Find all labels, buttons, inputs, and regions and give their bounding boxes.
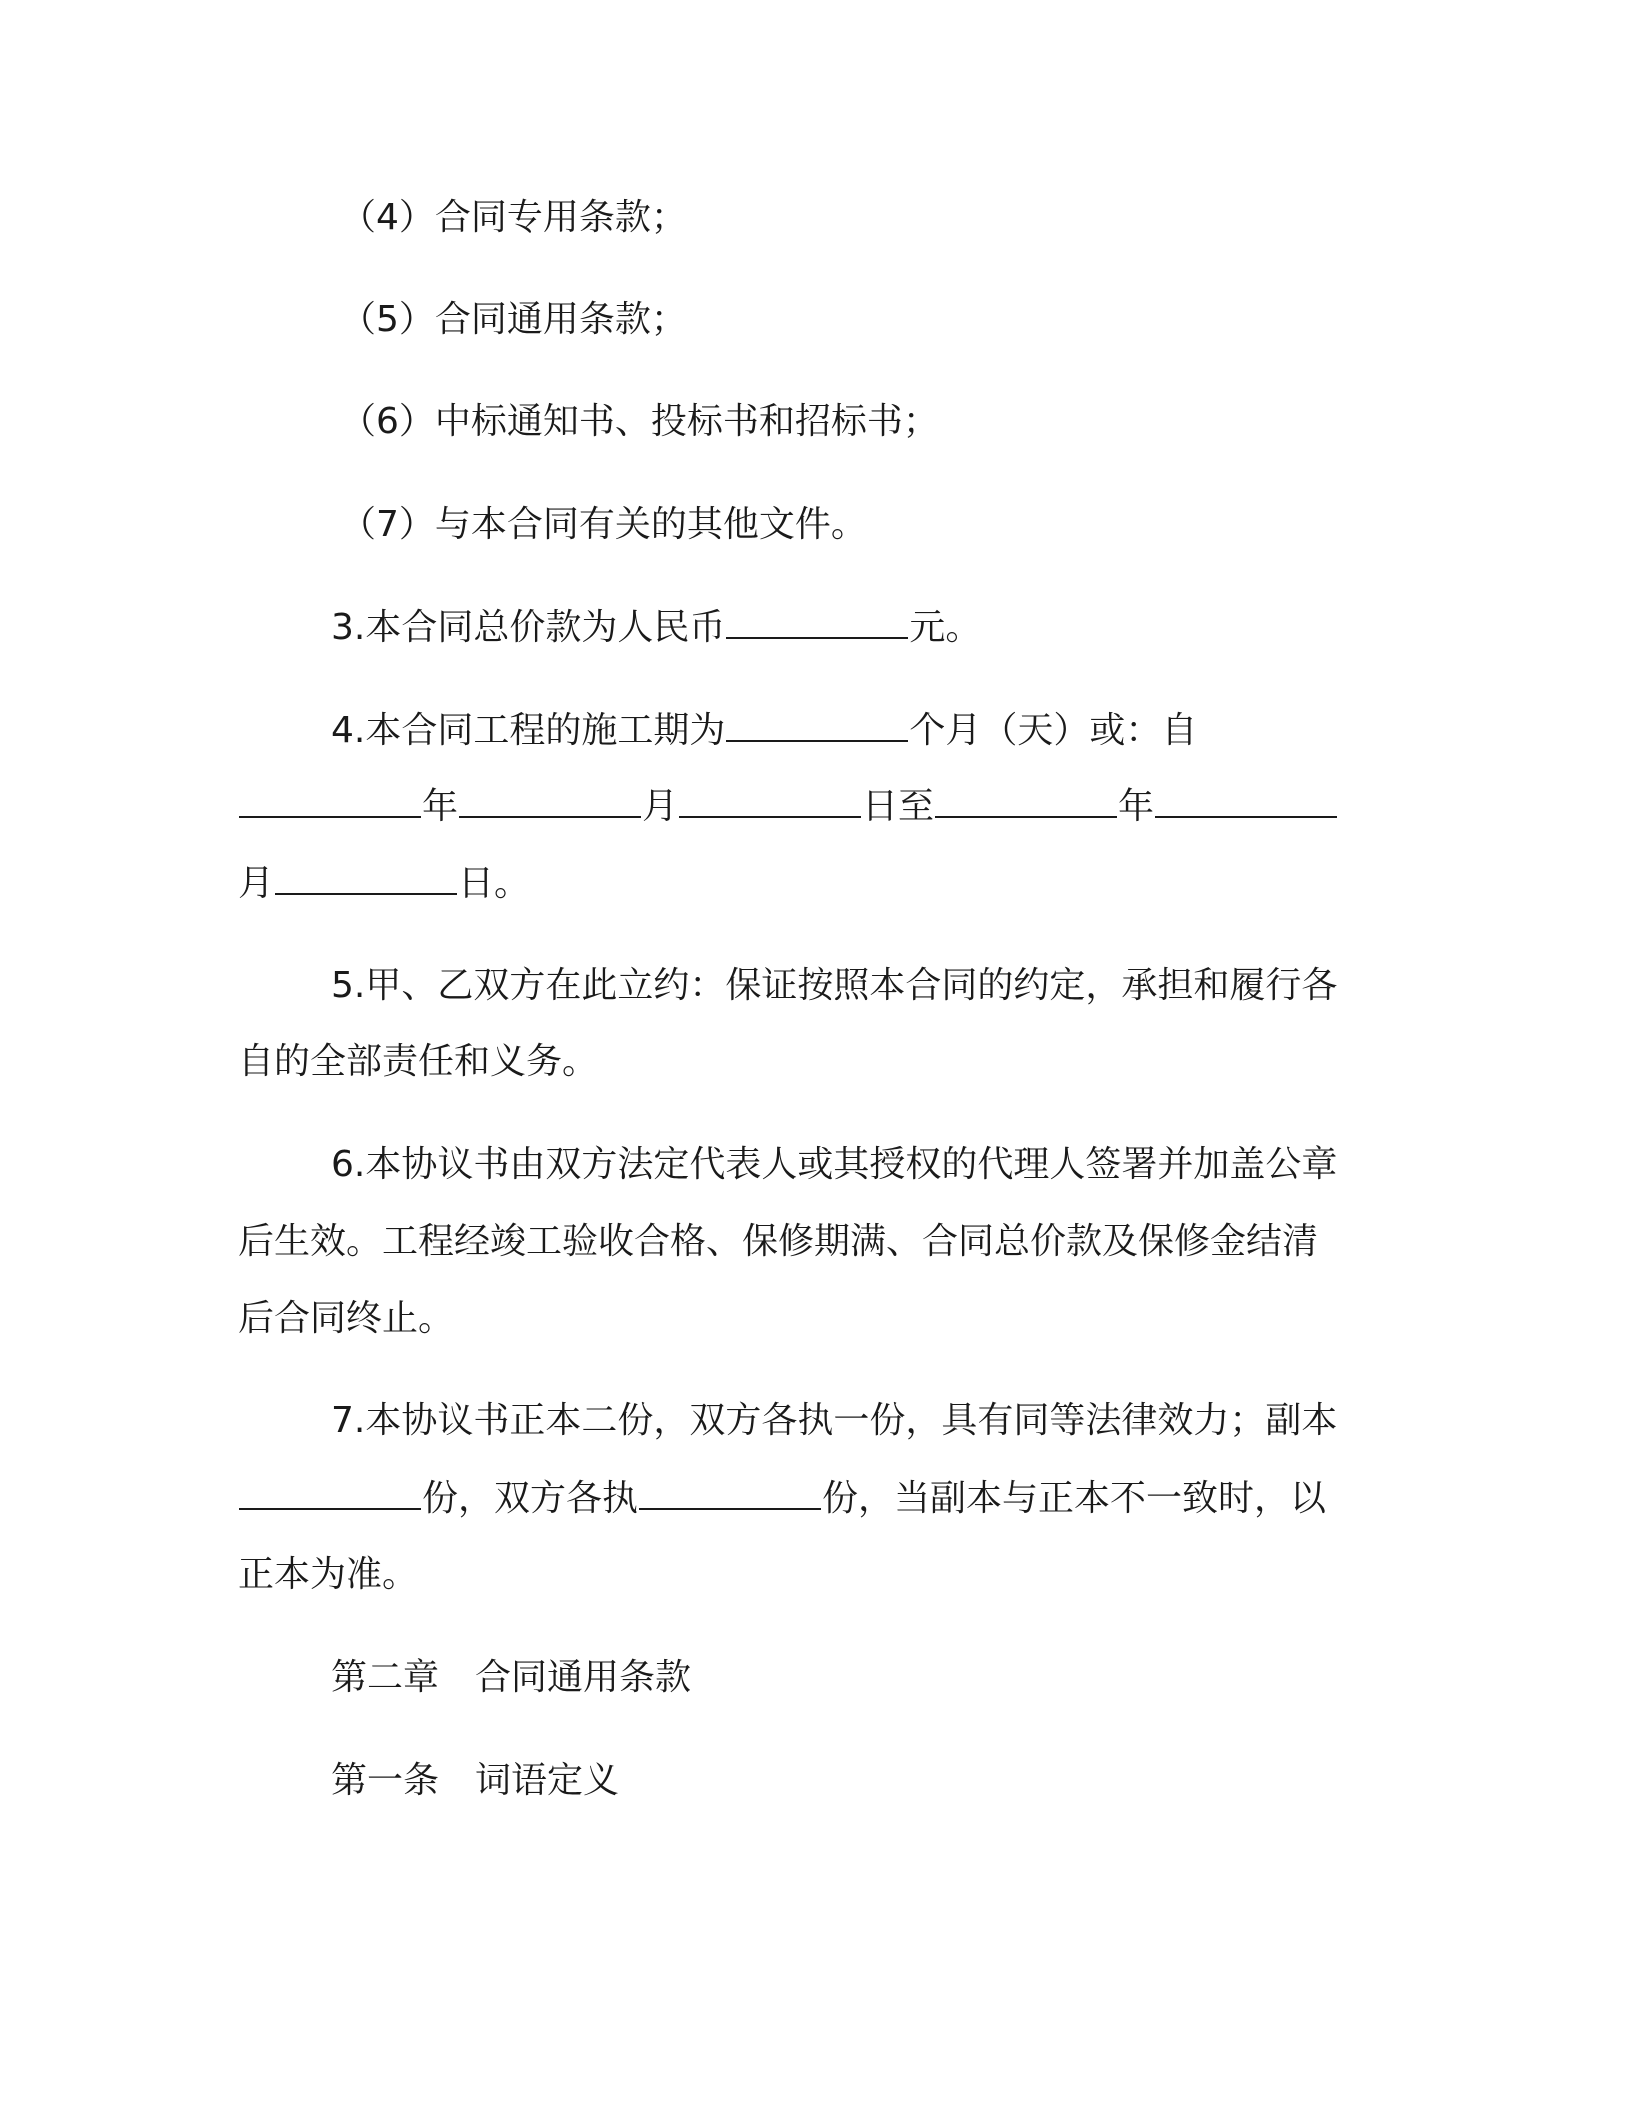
month2-label: 月 — [238, 863, 275, 904]
clause-5-line1: 5.甲、乙双方在此立约：保证按照本合同的约定，承担和履行各 — [331, 965, 1338, 1006]
clause-4-suffix: 个月（天）或：自 — [909, 710, 1198, 751]
clause-4-line1 — [331, 706, 1197, 755]
day-end-label: 日。 — [458, 863, 531, 904]
clause-4-line2 — [238, 782, 1338, 831]
list-item-6: （6）中标通知书、投标书和招标书； — [340, 401, 939, 442]
clause-3 — [331, 603, 981, 652]
clause-6-line1: 6.本协议书由双方法定代表人或其授权的代理人签署并加盖公章 — [331, 1144, 1338, 1185]
chapter-heading: 第二章 合同通用条款 — [331, 1657, 692, 1698]
clause-7-line3: 正本为准。 — [238, 1554, 419, 1595]
end-month-partial-blank[interactable] — [1155, 782, 1337, 818]
list-item-4: （4）合同专用条款； — [340, 197, 687, 238]
clause-7-line2 — [238, 1474, 1326, 1523]
clause-4-line3 — [238, 859, 530, 908]
clause-7-line1: 7.本协议书正本二份，双方各执一份，具有同等法律效力；副本 — [331, 1400, 1338, 1441]
clause-6-line2: 后生效。工程经竣工验收合格、保修期满、合同总价款及保修金结清 — [238, 1221, 1319, 1262]
copies-blank[interactable] — [239, 1474, 421, 1510]
list-item-5: （5）合同通用条款； — [340, 299, 687, 340]
copies-suffix: 份，双方各执 — [422, 1478, 639, 1519]
article-heading: 第一条 词语定义 — [331, 1760, 620, 1801]
clause-5-line2: 自的全部责任和义务。 — [238, 1041, 599, 1082]
clause-6-line3: 后合同终止。 — [238, 1298, 455, 1339]
end-year-blank[interactable] — [935, 782, 1117, 818]
clause-4-prefix: 4.本合同工程的施工期为 — [331, 710, 726, 751]
period-blank[interactable] — [726, 706, 908, 742]
list-item-7: （7）与本合同有关的其他文件。 — [340, 504, 867, 545]
clause-3-suffix: 元。 — [909, 607, 982, 648]
month-label: 月 — [642, 786, 679, 827]
start-year-blank[interactable] — [239, 782, 421, 818]
each-copies-blank[interactable] — [639, 1474, 821, 1510]
clause-3-prefix: 3.本合同总价款为人民币 — [331, 607, 726, 648]
start-day-blank[interactable] — [679, 782, 861, 818]
end-day-blank[interactable] — [275, 859, 457, 895]
start-month-blank[interactable] — [459, 782, 641, 818]
each-suffix: 份，当副本与正本不一致时，以 — [822, 1478, 1327, 1519]
year2-label: 年 — [1118, 786, 1155, 827]
price-blank[interactable] — [726, 603, 908, 639]
year-label: 年 — [422, 786, 459, 827]
day-to-label: 日至 — [862, 786, 935, 827]
